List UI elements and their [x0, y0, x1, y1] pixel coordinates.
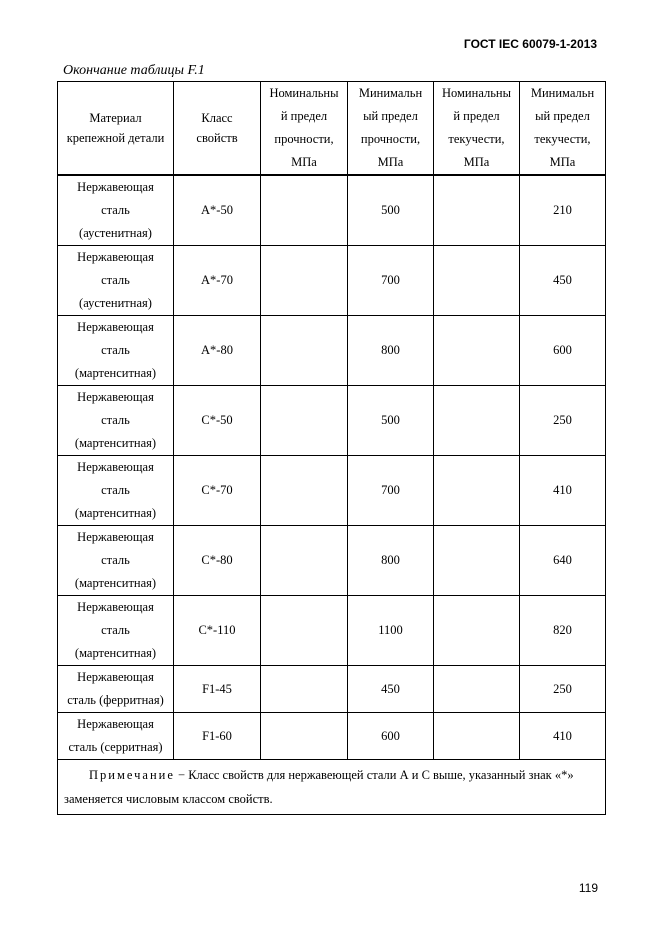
note-row: [58, 760, 606, 815]
material-line: Нержавеющая: [77, 460, 154, 474]
cell-material: [58, 316, 174, 386]
header-line: Номинальны: [269, 86, 339, 100]
material-line: (мартенситная): [74, 436, 157, 450]
header-line: крепежной детали: [66, 131, 165, 145]
material-line: сталь: [101, 343, 130, 357]
material-line: Нержавеющая: [77, 390, 154, 404]
cell-minimum-yield: 250: [520, 386, 606, 456]
cell-nominal-yield: [434, 666, 520, 713]
header-line: Номинальны: [441, 86, 511, 100]
material-line: сталь: [101, 413, 130, 427]
material-line: сталь (серритная): [68, 740, 163, 754]
header-nominal-yield: [434, 82, 520, 176]
table-row: [58, 386, 606, 456]
table-header-row: [58, 82, 606, 176]
cell-class: А*-50: [174, 175, 261, 246]
cell-nominal-tensile: [261, 316, 348, 386]
table-caption: Окончание таблицы F.1: [63, 63, 205, 78]
header-line: ый предел: [535, 109, 590, 123]
cell-material: [58, 386, 174, 456]
cell-nominal-tensile: [261, 456, 348, 526]
cell-nominal-yield: [434, 526, 520, 596]
header-line: текучести,: [448, 132, 505, 146]
cell-material: [58, 456, 174, 526]
cell-nominal-yield: [434, 596, 520, 666]
note-text: − Класс свойств для нержавеющей стали А и С выше, указанный знак «*» заменяется числовым классом свойств.: [64, 768, 574, 806]
material-line: сталь: [101, 483, 130, 497]
table-row: [58, 713, 606, 760]
cell-material: [58, 713, 174, 760]
header-line: текучести,: [534, 132, 591, 146]
cell-nominal-yield: [434, 713, 520, 760]
cell-nominal-yield: [434, 246, 520, 316]
header-line: й предел: [453, 109, 500, 123]
cell-minimum-yield: 820: [520, 596, 606, 666]
cell-minimum-yield: 210: [520, 175, 606, 246]
material-line: Нержавеющая: [77, 717, 154, 731]
table-note: [58, 760, 606, 815]
material-line: (мартенситная): [74, 506, 157, 520]
cell-minimum-yield: 600: [520, 316, 606, 386]
cell-class: А*-70: [174, 246, 261, 316]
cell-minimum-tensile: 500: [348, 386, 434, 456]
cell-minimum-tensile: 500: [348, 175, 434, 246]
material-line: Нержавеющая: [77, 320, 154, 334]
properties-table: [57, 81, 606, 815]
header-line: Материал: [89, 111, 142, 125]
header-line: Минимальн: [358, 86, 423, 100]
table-row: [58, 456, 606, 526]
material-line: (аустенитная): [79, 296, 152, 310]
cell-minimum-tensile: 800: [348, 316, 434, 386]
page-number: 119: [578, 881, 598, 895]
cell-material: [58, 175, 174, 246]
cell-minimum-yield: 250: [520, 666, 606, 713]
cell-minimum-yield: 410: [520, 456, 606, 526]
cell-nominal-tensile: [261, 175, 348, 246]
cell-nominal-tensile: [261, 386, 348, 456]
header-line: свойств: [196, 131, 238, 145]
cell-class: F1-60: [174, 713, 261, 760]
cell-minimum-yield: 450: [520, 246, 606, 316]
material-line: Нержавеющая: [77, 670, 154, 684]
material-line: сталь (ферритная): [67, 693, 164, 707]
cell-minimum-tensile: 600: [348, 713, 434, 760]
cell-class: С*-80: [174, 526, 261, 596]
table-row: [58, 596, 606, 666]
header-line: ый предел: [363, 109, 418, 123]
header-line: Минимальн: [530, 86, 595, 100]
cell-class: С*-70: [174, 456, 261, 526]
table-row: [58, 246, 606, 316]
cell-class: С*-50: [174, 386, 261, 456]
table-row: [58, 526, 606, 596]
cell-nominal-tensile: [261, 526, 348, 596]
table-row: [58, 175, 606, 246]
material-line: Нержавеющая: [77, 600, 154, 614]
material-line: сталь: [101, 273, 130, 287]
header-line: МПа: [377, 155, 404, 169]
material-line: сталь: [101, 623, 130, 637]
cell-nominal-tensile: [261, 666, 348, 713]
material-line: Нержавеющая: [77, 250, 154, 264]
header-line: Класс: [201, 111, 233, 125]
cell-nominal-yield: [434, 456, 520, 526]
material-line: сталь: [101, 203, 130, 217]
table-row: [58, 666, 606, 713]
header-line: МПа: [291, 155, 317, 169]
cell-material: [58, 246, 174, 316]
note-lead: Примечание: [89, 768, 175, 782]
header-material: [58, 82, 174, 176]
material-line: (мартенситная): [74, 576, 157, 590]
cell-material: [58, 666, 174, 713]
cell-material: [58, 596, 174, 666]
header-line: прочности,: [360, 132, 421, 146]
cell-minimum-tensile: 700: [348, 456, 434, 526]
material-line: Нержавеющая: [77, 530, 154, 544]
header-property-class: [174, 82, 261, 176]
cell-nominal-yield: [434, 175, 520, 246]
cell-nominal-tensile: [261, 596, 348, 666]
material-line: (аустенитная): [79, 226, 152, 240]
cell-minimum-yield: 640: [520, 526, 606, 596]
cell-nominal-yield: [434, 316, 520, 386]
material-line: Нержавеющая: [77, 180, 154, 194]
header-line: МПа: [549, 155, 576, 169]
material-line: сталь: [101, 553, 130, 567]
cell-minimum-tensile: 700: [348, 246, 434, 316]
cell-material: [58, 526, 174, 596]
header-minimum-tensile: [348, 82, 434, 176]
cell-minimum-yield: 410: [520, 713, 606, 760]
cell-nominal-yield: [434, 386, 520, 456]
material-line: (мартенситная): [74, 646, 157, 660]
table-row: [58, 316, 606, 386]
cell-nominal-tensile: [261, 246, 348, 316]
material-line: (мартенситная): [74, 366, 157, 380]
header-nominal-tensile: [261, 82, 348, 176]
header-line: прочности,: [274, 132, 334, 146]
cell-class: А*-80: [174, 316, 261, 386]
cell-minimum-tensile: 450: [348, 666, 434, 713]
header-minimum-yield: [520, 82, 606, 176]
cell-nominal-tensile: [261, 713, 348, 760]
cell-class: F1-45: [174, 666, 261, 713]
cell-minimum-tensile: 800: [348, 526, 434, 596]
cell-minimum-tensile: 1100: [348, 596, 434, 666]
header-line: МПа: [463, 155, 490, 169]
header-line: й предел: [280, 109, 328, 123]
document-standard-header: ГОСТ IEC 60079-1-2013: [463, 37, 597, 51]
cell-class: С*-110: [174, 596, 261, 666]
